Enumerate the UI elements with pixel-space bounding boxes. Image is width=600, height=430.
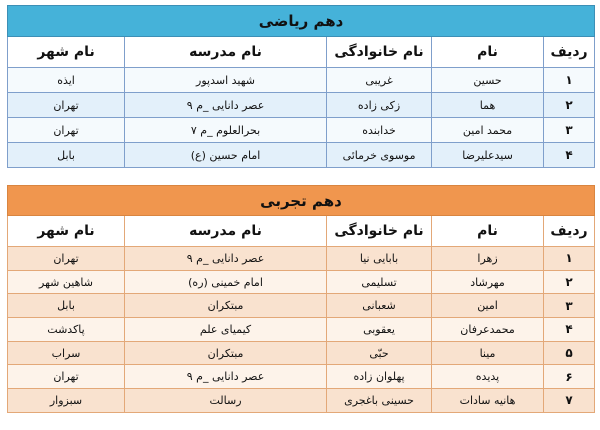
- cell-radif: ۷: [544, 389, 595, 413]
- cell-city: تهران: [8, 365, 125, 389]
- cell-radif: ۴: [544, 318, 595, 342]
- cell-family: بابایی نیا: [327, 247, 432, 271]
- cell-radif: ۴: [544, 143, 595, 168]
- cell-family: غریبی: [327, 68, 432, 93]
- cell-radif: ۶: [544, 365, 595, 389]
- cell-name: محمدعرفان: [432, 318, 544, 342]
- cell-school: عصر دانایی _م ۹: [125, 365, 327, 389]
- cell-family: پهلوان زاده: [327, 365, 432, 389]
- header-name: نام: [432, 216, 544, 247]
- header-radif: ردیف: [544, 216, 595, 247]
- cell-name: هما: [432, 93, 544, 118]
- cell-name: سیدعلیرضا: [432, 143, 544, 168]
- table-row: [8, 143, 595, 168]
- table-row: [8, 247, 595, 271]
- cell-radif: ۲: [544, 270, 595, 294]
- cell-school: مبتکران: [125, 294, 327, 318]
- cell-city: تهران: [8, 247, 125, 271]
- cell-radif: ۲: [544, 93, 595, 118]
- cell-family: حبّی: [327, 341, 432, 365]
- cell-name: محمد امین: [432, 118, 544, 143]
- cell-name: زهرا: [432, 247, 544, 271]
- header-school: نام مدرسه: [125, 216, 327, 247]
- cell-school: رسالت: [125, 389, 327, 413]
- cell-family: یعقوبی: [327, 318, 432, 342]
- cell-name: حسین: [432, 68, 544, 93]
- table-row: [8, 294, 595, 318]
- cell-city: شاهین شهر: [8, 270, 125, 294]
- cell-city: ایذه: [8, 68, 125, 93]
- table-row: [8, 318, 595, 342]
- cell-school: امام خمینی (ره): [125, 270, 327, 294]
- cell-family: شعبانی: [327, 294, 432, 318]
- cell-family: حسینی باغجری: [327, 389, 432, 413]
- cell-name: هانیه سادات: [432, 389, 544, 413]
- cell-school: مبتکران: [125, 341, 327, 365]
- cell-school: شهید اسدپور: [125, 68, 327, 93]
- cell-name: مهرشاد: [432, 270, 544, 294]
- cell-school: عصر دانایی _م ۹: [125, 247, 327, 271]
- cell-city: پاکدشت: [8, 318, 125, 342]
- cell-radif: ۵: [544, 341, 595, 365]
- table-row: [8, 389, 595, 413]
- cell-school: عصر دانایی _م ۹: [125, 93, 327, 118]
- cell-city: سراب: [8, 341, 125, 365]
- header-city: نام شهر: [8, 216, 125, 247]
- table-row: [8, 68, 595, 93]
- table-row: [8, 93, 595, 118]
- header-radif: ردیف: [544, 37, 595, 68]
- table-title: دهم ریاضی: [8, 6, 595, 37]
- cell-city: سبزوار: [8, 389, 125, 413]
- table-row: [8, 365, 595, 389]
- header-row: [8, 37, 595, 68]
- header-family: نام خانوادگی: [327, 37, 432, 68]
- science-table: [7, 185, 595, 413]
- header-row: [8, 216, 595, 247]
- math-table: [7, 5, 595, 168]
- header-city: نام شهر: [8, 37, 125, 68]
- header-family: نام خانوادگی: [327, 216, 432, 247]
- cell-radif: ۱: [544, 68, 595, 93]
- cell-name: پدیده: [432, 365, 544, 389]
- cell-name: مینا: [432, 341, 544, 365]
- cell-school: بحرالعلوم _م ۷: [125, 118, 327, 143]
- cell-city: تهران: [8, 118, 125, 143]
- cell-city: بابل: [8, 143, 125, 168]
- cell-family: تسلیمی: [327, 270, 432, 294]
- cell-radif: ۱: [544, 247, 595, 271]
- header-school: نام مدرسه: [125, 37, 327, 68]
- cell-family: موسوی خرمائی: [327, 143, 432, 168]
- table-row: [8, 118, 595, 143]
- table-row: [8, 341, 595, 365]
- cell-family: زکی زاده: [327, 93, 432, 118]
- table-row: [8, 270, 595, 294]
- cell-radif: ۳: [544, 294, 595, 318]
- cell-school: کیمیای علم: [125, 318, 327, 342]
- cell-family: خدابنده: [327, 118, 432, 143]
- cell-school: امام حسین (ع): [125, 143, 327, 168]
- cell-radif: ۳: [544, 118, 595, 143]
- cell-name: امین: [432, 294, 544, 318]
- cell-city: تهران: [8, 93, 125, 118]
- table-title: دهم تجربی: [8, 186, 595, 216]
- header-name: نام: [432, 37, 544, 68]
- cell-city: بابل: [8, 294, 125, 318]
